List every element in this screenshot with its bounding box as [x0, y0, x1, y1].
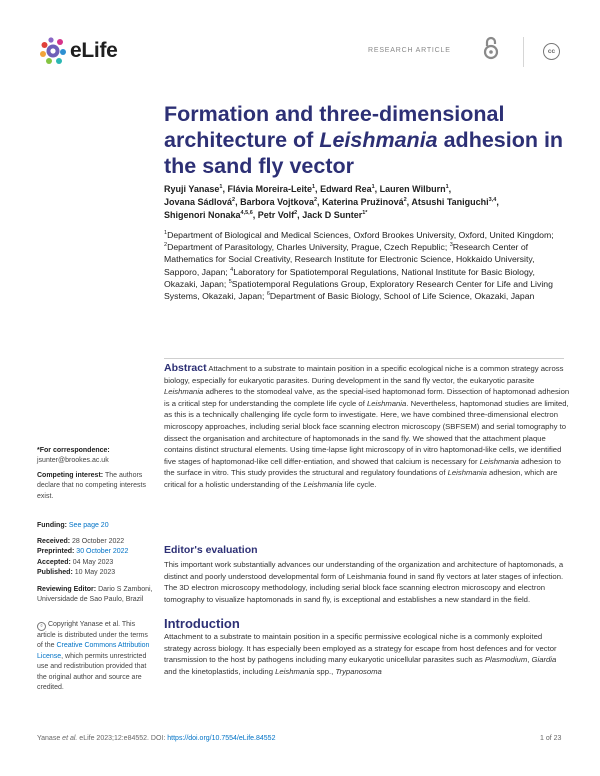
copyright-icon: © [37, 622, 46, 631]
introduction-heading: Introduction [164, 616, 240, 631]
title-italic: Leishmania [319, 128, 438, 152]
correspondence [37, 446, 155, 467]
footer-citation: Yanase et al. eLife 2023;12:e84552. DOI: https://doi.org/10.7554/eLife.84552 [37, 735, 276, 742]
logo-text: eLife [70, 39, 118, 62]
author[interactable]: Atsushi Taniguchi$^{3,4}$ [411, 197, 497, 207]
open-access-icon[interactable] [483, 36, 499, 60]
correspondence-label: *For correspondence: [37, 447, 110, 454]
reviewing-editor: Reviewing Editor: Dario S Zamboni, Universidade de Sao Paulo, Brazil [37, 586, 153, 604]
doi-link[interactable]: https://doi.org/10.7554/eLife.84552 [167, 735, 276, 742]
author[interactable]: Flávia Moreira-Leite$^1$ [227, 184, 316, 194]
introduction-text: Attachment to a substrate to maintain position in a specific permissive ecological niche is a commonly exploited strategy across biology. It has especially been employed as a strategy for escape from host defences and for vector transmission to the host by pathogens including many eukaryotic unicellular parasites such as Plasmodium, Giardia and the kinetoplastids, including Leishmania spp., Trypanosoma [164, 632, 557, 676]
author[interactable]: Petr Volf$^2$ [257, 210, 298, 220]
header-divider [523, 37, 524, 67]
section-divider [164, 358, 564, 359]
author[interactable]: Edward Rea$^1$ [320, 184, 375, 194]
article-type: RESEARCH ARTICLE [368, 47, 451, 54]
license-link[interactable]: Creative Commons Attribution License [37, 642, 150, 660]
competing-interest: Competing interest: The authors declare that no competing interests exist. [37, 472, 146, 500]
creative-commons-icon[interactable]: cc [543, 43, 560, 60]
elife-logo-icon [38, 36, 68, 66]
affiliations: $^1$Department of Biological and Medical Sciences, Oxford Brookes University, Oxford, United Kingdom; $^2$Department of Parasitology, Charles University, Prague, Czech Republic; $^3$Research Center of Mathematics for Social Creativity, Research Institute for Electronic Science, Hokkaido University, Sapporo, Japan; $^4$Laboratory for Spatiotemporal Regulations, National Institute for Basic Biology, Okazaki, Japan; $^5$Spatiotemporal Regulations Group, Exploratory Research Center for Life and Living Systems, Okazaki, Japan; $^6$Department of Basic Biology, School of Life Science, Okazaki, Japan [164, 230, 554, 302]
author[interactable]: Shigenori Nonaka$^{4,5,6}$ [164, 210, 253, 220]
abstract: Abstract Attachment to a substrate to maintain position in a specific ecological niche is a common strategy across biology, especially for eukaryotic parasites. During development in the sand fly vector, the eukaryotic parasite Leishmania adheres to the stomodeal valve, as the special-ised haptomonad form. Dissection of haptomonad adhesion is a critical step for understanding the complete life cycle of Leishmania. Nevertheless, haptomonad studies are limited, as this is a technically challenging life cycle form to investigate. Here, we have combined three-dimensional electron microscopy approaches, including serial block face scanning electron microscopy (SBFSEM) and serial tomography to dissect the organisation and architecture of haptomonads in the sand fly. We showed that the attachment plaque contains distinct structural elements. Using time-lapse light microscopy of in vitro haptomonad-like cells, we identified five stages of haptomonad-like cell differ-entiation, and showed that calcium is necessary for Leishmania adhesion to the surface in vitro. This study provides the structural and regulatory foundations of Leishmania adhesion, which are critical for a holistic understanding of the Leishmania life cycle. [164, 362, 570, 489]
funding-link[interactable]: See page 20 [68, 522, 109, 529]
correspondence-email[interactable]: jsunter@brookes.ac.uk [37, 457, 109, 465]
editors-evaluation-heading: Editor's evaluation [164, 544, 258, 556]
copyright: © Copyright Yanase et al. This article is distributed under the terms of the Creative Commons Attribution License, which permits unrestricted use and redistribution provided that the original author and source are credited. [37, 621, 150, 692]
author[interactable]: Jovana Sádlová$^2$ [164, 197, 236, 207]
author[interactable]: Ryuji Yanase$^1$ [164, 184, 223, 194]
author[interactable]: Katerina Pružinová$^2$ [322, 197, 407, 207]
elife-logo[interactable] [38, 36, 118, 66]
author[interactable]: Barbora Vojtkova$^2$ [240, 197, 318, 207]
author-list: Ryuji Yanase$^1$, Flávia Moreira-Leite$^1$, Edward Rea$^1$, Lauren Wilburn$^1$, Jovana Sádlová$^2$, Barbora Vojtkova$^2$, Katerina Pružinová$^2$, Atsushi Taniguchi$^{3,4}$, Shigenori Nonaka$^{4,5,6}$, Petr Volf$^2$, Jack D Sunter$^{1*}$ [164, 184, 499, 220]
author[interactable]: Jack D Sunter$^{1*}$ [302, 210, 368, 220]
dates: Received: 28 October 2022 Preprinted: 30 October 2022 Accepted: 04 May 2023 Published: 10 May 2023 [37, 538, 129, 577]
funding: Funding: See page 20 [37, 522, 109, 529]
preprint-link[interactable]: 30 October 2022 [76, 548, 129, 556]
article-title: Formation and three-dimensional architecture of Leishmania adhesion in the sand fly vector [164, 102, 564, 178]
abstract-heading: Abstract [164, 362, 207, 374]
editors-evaluation-text: This important work substantially advances our understanding of the organization and architecture of haptomonads, a distinct and poorly understood developmental form of Leishmania found in sand fly vectors at later stages of infection. The 3D electron microscopy methodology, including serial block face scanning electron microscopy and electron tomography to visualize haptomonads in sand fly, is exceptional and establishes a new standard in the field. [164, 560, 564, 604]
author[interactable]: Lauren Wilburn$^1$ [379, 184, 449, 194]
page-number: 1 of 23 [540, 735, 562, 742]
